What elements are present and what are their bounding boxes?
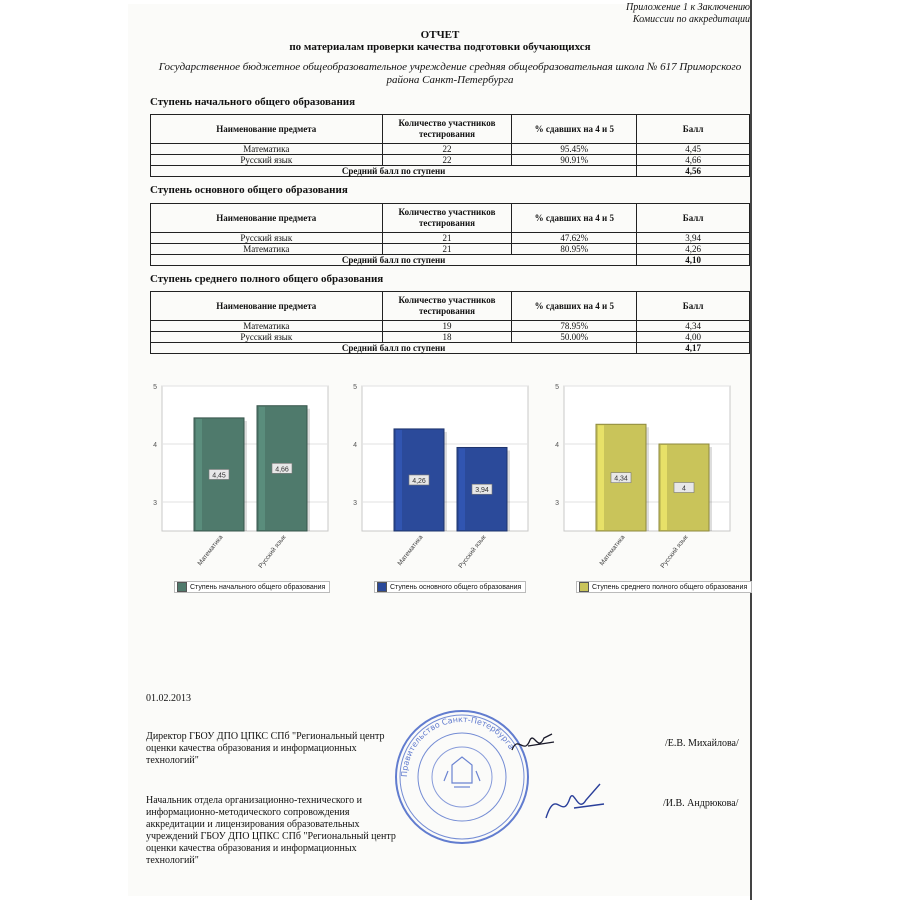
stage-table [150,291,750,354]
table-row [151,233,750,244]
cell-score: 4,66 [637,155,750,166]
organization-line: Государственное бюджетное общеобразовательное учреждение средняя общеобразовательная школа № 617 Приморского [158,61,742,73]
header-participants: Количество участников тестирования [382,292,512,321]
average-label: Средний балл по ступени [151,166,637,177]
cell-score: 3,94 [637,233,750,244]
x-tick-label: Математика [396,533,425,568]
cell-participants: 21 [382,244,512,255]
stage-table [150,203,750,266]
y-tick-label: 4 [555,442,559,449]
x-tick-label: Русский язык [257,533,288,570]
cell-percent: 50.00% [512,332,637,343]
legend-label: Ступень среднего полного общего образования [592,583,748,591]
signatory-name: /И.В. Андрюкова/ [663,798,739,809]
y-tick-label: 3 [153,500,157,507]
data-label: 3,94 [475,487,489,495]
average-label: Средний балл по ступени [151,343,637,354]
position-line: аккредитации и лицензирования образовательных [146,819,360,830]
bar-highlight [661,445,667,530]
cell-participants: 19 [382,321,512,332]
y-tick-label: 5 [353,384,357,391]
table-row [151,144,750,155]
legend-swatch [579,582,589,592]
stage-table [150,114,750,177]
stage-title: Ступень среднего полного общего образования [150,273,384,285]
signature-scribble [540,778,610,828]
legend-label: Ступень начального общего образования [190,583,326,591]
x-tick-label: Математика [196,533,225,568]
average-value: 4,10 [637,255,750,266]
signature-position [146,731,384,767]
organization-line: района Санкт-Петербурга [386,74,514,86]
cell-subject: Математика [151,244,383,255]
data-label: 4,34 [614,475,628,483]
stage-title: Ступень основного общего образования [150,184,348,196]
data-label: 4,66 [275,466,289,474]
chart-legend [174,581,330,593]
chart-legend [576,581,752,593]
bar-highlight [396,430,402,530]
header-score: Балл [637,115,750,144]
y-tick-label: 5 [153,384,157,391]
header-subject: Наименование предмета [151,115,383,144]
cell-subject: Математика [151,144,383,155]
cell-participants: 22 [382,155,512,166]
header-score: Балл [637,204,750,233]
appendix-note [626,2,750,26]
position-line: информационно-методического сопровождения [146,807,350,818]
appendix-line: Комиссии по аккредитации [632,14,750,25]
data-label: 4,26 [412,477,426,485]
header-percent: % сдавших на 4 и 5 [512,115,637,144]
cell-percent: 47.62% [512,233,637,244]
signatory-name: /Е.В. Михайлова/ [665,738,739,749]
cell-subject: Русский язык [151,155,383,166]
chart-secondary [552,384,748,599]
position-line: Директор ГБОУ ДПО ЦПКС СПб "Региональный центр [146,731,385,742]
report-date: 01.02.2013 [146,693,191,704]
y-tick-label: 3 [555,500,559,507]
average-label: Средний балл по ступени [151,255,637,266]
chart-primary [150,384,340,599]
bar-highlight [459,448,465,530]
y-tick-label: 3 [353,500,357,507]
average-row [151,166,750,177]
position-line: технологий" [146,755,199,766]
y-tick-label: 4 [353,442,357,449]
header-subject: Наименование предмета [151,204,383,233]
stage-title: Ступень начального общего образования [150,96,356,108]
cell-percent: 90.91% [512,155,637,166]
average-value: 4,56 [637,166,750,177]
cell-percent: 80.95% [512,244,637,255]
position-line: оценки качества образования и информационных [146,743,357,754]
cell-percent: 95.45% [512,144,637,155]
cell-participants: 18 [382,332,512,343]
table-row [151,155,750,166]
legend-swatch [177,582,187,592]
table-row [151,321,750,332]
table-row [151,332,750,343]
bar-highlight [598,425,604,530]
header-percent: % сдавших на 4 и 5 [512,292,637,321]
signature-position [146,795,396,867]
legend-swatch [377,582,387,592]
header-subject: Наименование предмета [151,292,383,321]
position-line: оценки качества образования и информационных [146,843,357,854]
position-line: технологий" [146,855,199,866]
bar-chart [350,384,540,599]
cell-percent: 78.95% [512,321,637,332]
x-tick-label: Русский язык [457,533,488,570]
bar-highlight [259,407,265,530]
appendix-line: Приложение 1 к Заключению [626,2,750,13]
x-tick-label: Математика [598,533,627,568]
chart-basic [350,384,540,599]
cell-score: 4,00 [637,332,750,343]
data-label: 4 [682,485,686,493]
position-line: учреждений ГБОУ ДПО ЦПКС СПб "Региональный центр [146,831,396,842]
header-participants: Количество участников тестирования [382,204,512,233]
report-title: ОТЧЕТ [420,29,460,41]
data-label: 4,45 [212,472,226,480]
bar-chart [552,384,742,599]
header-percent: % сдавших на 4 и 5 [512,204,637,233]
svg-text:Правительство Санкт-Петербурга: Правительство Санкт-Петербурга [399,714,516,778]
chart-legend [374,581,526,593]
y-tick-label: 4 [153,442,157,449]
y-tick-label: 5 [555,384,559,391]
page-edge [750,0,752,900]
header-score: Балл [637,292,750,321]
cell-subject: Русский язык [151,332,383,343]
report-subtitle: по материалам проверки качества подготовки обучающихся [289,41,591,53]
cell-participants: 21 [382,233,512,244]
cell-score: 4,45 [637,144,750,155]
cell-score: 4,26 [637,244,750,255]
average-value: 4,17 [637,343,750,354]
organization-name [150,61,750,87]
x-tick-label: Русский язык [659,533,690,570]
position-line: Начальник отдела организационно-технического и [146,795,362,806]
bar-chart [150,384,340,599]
cell-participants: 22 [382,144,512,155]
legend-label: Ступень основного общего образования [390,583,522,591]
cell-subject: Русский язык [151,233,383,244]
signature-scribble [508,728,558,758]
cell-score: 4,34 [637,321,750,332]
average-row [151,343,750,354]
cell-subject: Математика [151,321,383,332]
header-participants: Количество участников тестирования [382,115,512,144]
average-row [151,255,750,266]
table-row [151,244,750,255]
bar-highlight [196,419,202,530]
